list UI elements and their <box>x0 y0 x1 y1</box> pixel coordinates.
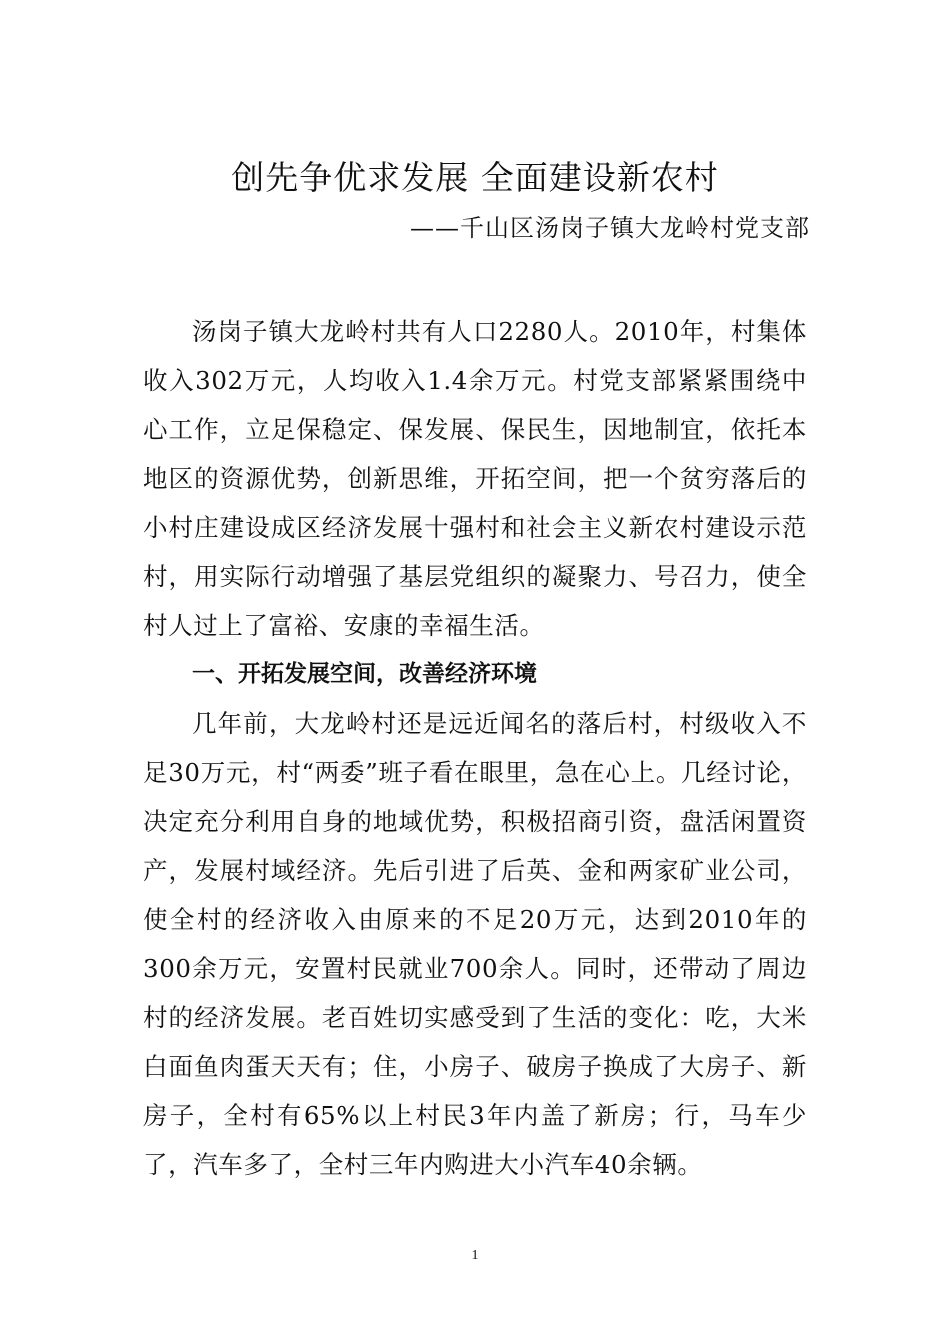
document-title: 创先争优求发展 全面建设新农村 <box>231 158 719 197</box>
document-subtitle: ——千山区汤岗子镇大龙岭村党支部 <box>410 214 810 242</box>
section-heading: 一、开拓发展空间，改善经济环境 <box>192 661 537 687</box>
page-number: 1 <box>471 1248 479 1263</box>
document-body <box>143 307 807 1189</box>
intro-paragraph: 汤岗子镇大龙岭村共有人口2280人。2010年，村集体收入302万元，人均收入1.4余万元。村党支部紧紧围绕中心工作，立足保稳定、保发展、保民生，因地制宜，依托本地区的资源优势，创新思维，开拓空间，把一个贫穷落后的小村庄建设成区经济发展十强村和社会主义新农村建设示范村，用实际行动增强了基层党组织的凝聚力、号召力，使全村人过上了富裕、安康的幸福生活。 <box>143 317 807 640</box>
section-paragraph: 几年前，大龙岭村还是远近闻名的落后村，村级收入不足30万元，村“两委”班子看在眼里，急在心上。几经讨论，决定充分利用自身的地域优势，积极招商引资，盘活闲置资产，发展村域经济。先后引进了后英、金和两家矿业公司，使全村的经济收入由原来的不足20万元，达到2010年的300余万元，安置村民就业700余人。同时，还带动了周边村的经济发展。老百姓切实感受到了生活的变化：吃，大米白面鱼肉蛋天天有；住，小房子、破房子换成了大房子、新房子，全村有65%以上村民3年内盖了新房；行，马车少了，汽车多了，全村三年内购进大小汽车40余辆。 <box>143 709 807 1179</box>
